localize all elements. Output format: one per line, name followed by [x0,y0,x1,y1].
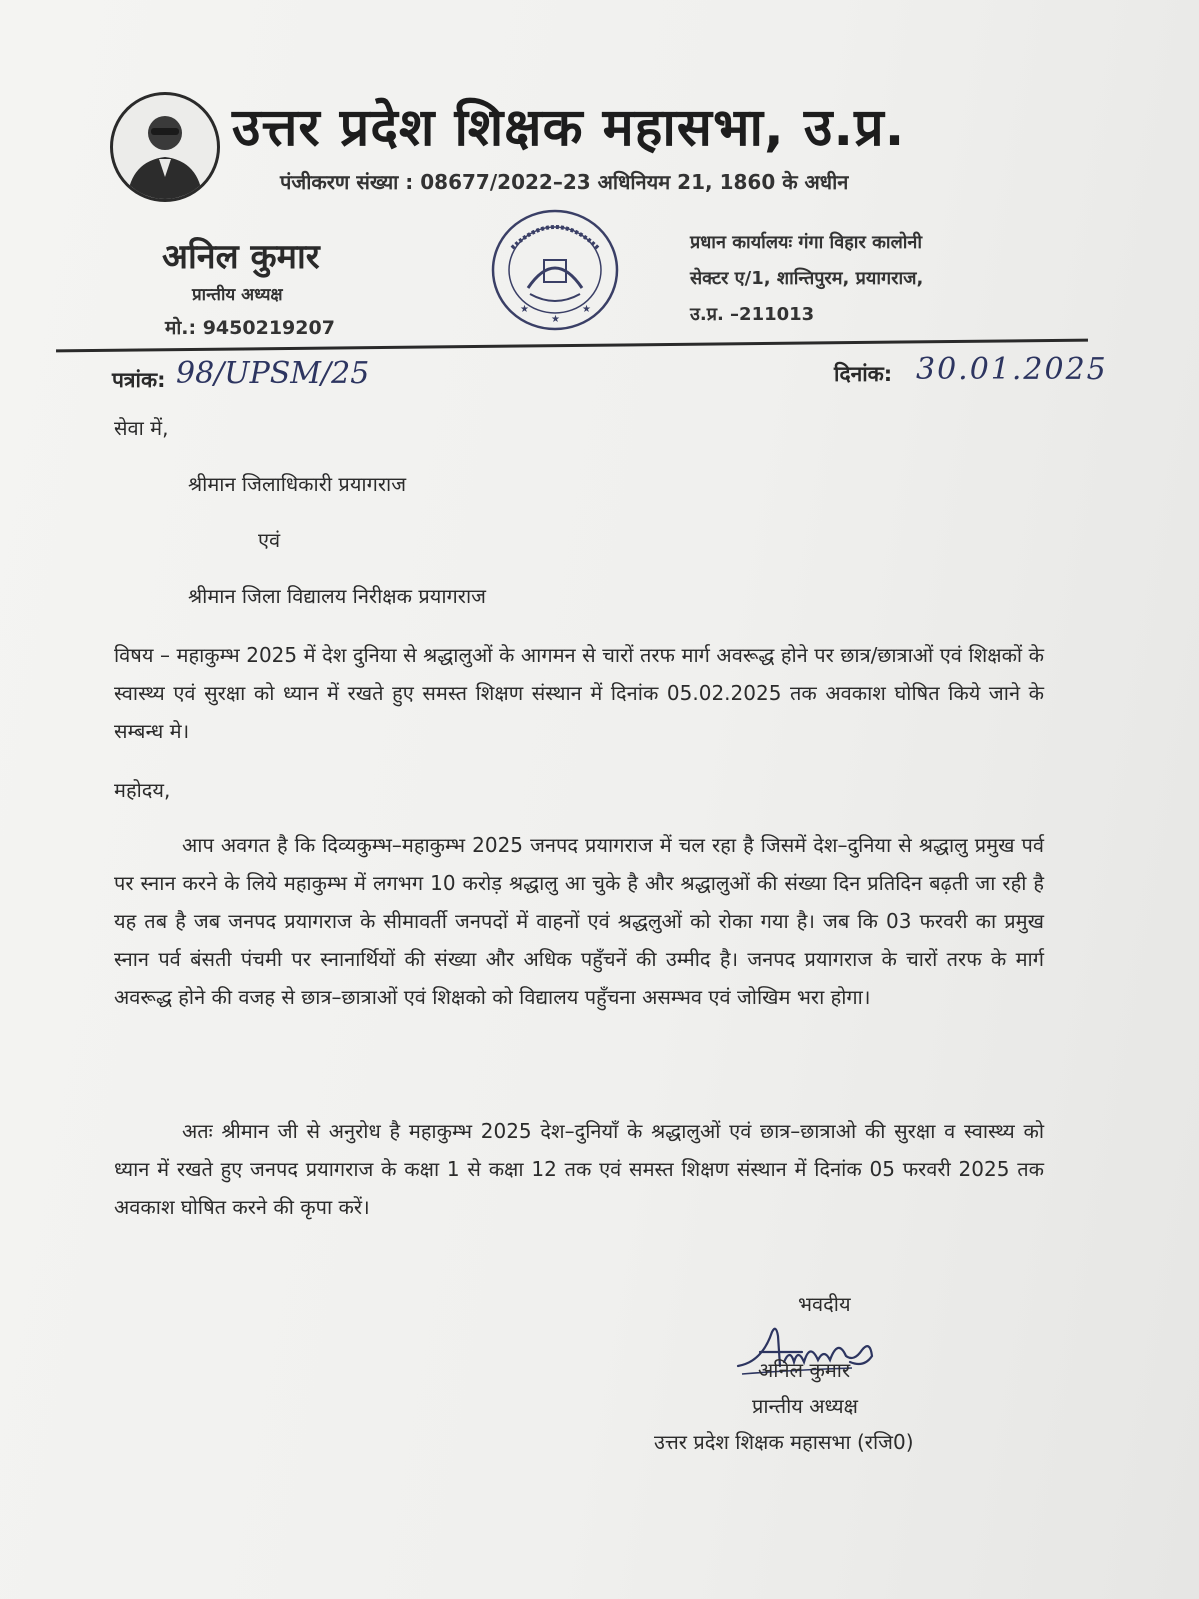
body-paragraph-2: अतः श्रीमान जी से अनुरोध है महाकुम्भ 2025 देश–दुनियाँ के श्रद्धालुओं एवं छात्र–छात्राओ की सुरक्षा व स्वास्थ्य को ध्यान में रखते हुए जनपद प्रयागराज के कक्षा 1 से कक्षा 12 तक एवं समस्त शिक्षण संस्थान में दिनांक 05 फरवरी 2025 तक अवकाश घोषित करने की कृपा करें। [114,1119,1044,1219]
conjunction-evam: एवं [258,528,281,552]
subject-paragraph: विषय – महाकुम्भ 2025 में देश दुनिया से श्रद्धालुओं के आगमन से चारों तरफ मार्ग अवरूद्ध होने पर छात्र/छात्राओं एवं शिक्षकों के स्वास्थ्य एवं सुरक्षा को ध्यान में रखते हुए समस्त शिक्षण संस्थान में दिनांक 05.02.2025 तक अवकाश घोषित किये जाने के सम्बन्ध मे। [114,643,1044,743]
signatory-role: प्रान्तीय अध्यक्ष [752,1394,858,1418]
seva-me: सेवा में, [114,416,169,440]
office-address-line-2: सेक्टर ए/1, शान्तिपुरम, प्रयागराज, [690,268,924,289]
closing-bhavdiya: भवदीय [798,1292,851,1316]
president-name: अनिल कुमार [162,237,320,277]
reference-number: 98/UPSM/25 [176,356,370,391]
organization-seal [490,208,620,333]
svg-text:★: ★ [582,304,591,315]
office-address-line-1: प्रधान कार्यालयः गंगा विहार कालोनी [690,232,923,253]
body-paragraph-1: आप अवगत है कि दिव्यकुम्भ–महाकुम्भ 2025 जनपद प्रयागराज में चल रहा है जिसमें देश–दुनिया से श्रद्धालु प्रमुख पर्व पर स्नान करने के लिये महाकुम्भ में लगभग 10 करोड़ श्रद्धालु आ चुके है और श्रद्धालुओं की संख्या दिन प्रतिदिन बढ़ती जा रही है यह तब है जब जनपद प्रयागराज के सीमावर्ती जनपदों में वाहनों एवं श्रद्धलुओं को रोका गया है। जब कि 03 फरवरी का प्रमुख स्नान पर्व बंसती पंचमी पर स्नानार्थियों की संख्या और अधिक पहुँचनें की उम्मीद है। जनपद प्रयागराज के चारों तरफ के मार्ग अवरूद्ध होने की वजह से छात्र–छात्राओं एवं शिक्षको को विद्यालय पहुँचना असम्भव एवं जोखिम भरा होगा। [114,833,1044,1009]
recipient-dios: श्रीमान जिला विद्यालय निरीक्षक प्रयागराज [188,584,486,608]
signatory-name: अनिल कुमार [758,1358,851,1382]
portrait-emblem [110,92,220,202]
date-value: 30.01.2025 [916,352,1108,387]
svg-text:★: ★ [520,304,529,315]
svg-text:★: ★ [551,314,560,325]
registration-line: पंजीकरण संख्या : 08677/2022–23 अधिनियम 21, 1860 के अधीन [280,170,849,194]
recipient-collector: श्रीमान जिलाधिकारी प्रयागराज [188,472,407,496]
president-role: प्रान्तीय अध्यक्ष [192,285,283,305]
president-mobile: मो.: 9450219207 [165,317,335,339]
date-label: दिनांक: [834,362,893,386]
salutation: महोदय, [114,778,171,802]
header-divider [56,339,1088,353]
signatory-organization: उत्तर प्रदेश शिक्षक महासभा (रजि0) [654,1430,914,1454]
organization-title: उत्तर प्रदेश शिक्षक महासभा, उ.प्र. [232,98,906,158]
office-address-line-3: उ.प्र. –211013 [690,304,815,325]
reference-label: पत्रांक: [112,368,166,392]
